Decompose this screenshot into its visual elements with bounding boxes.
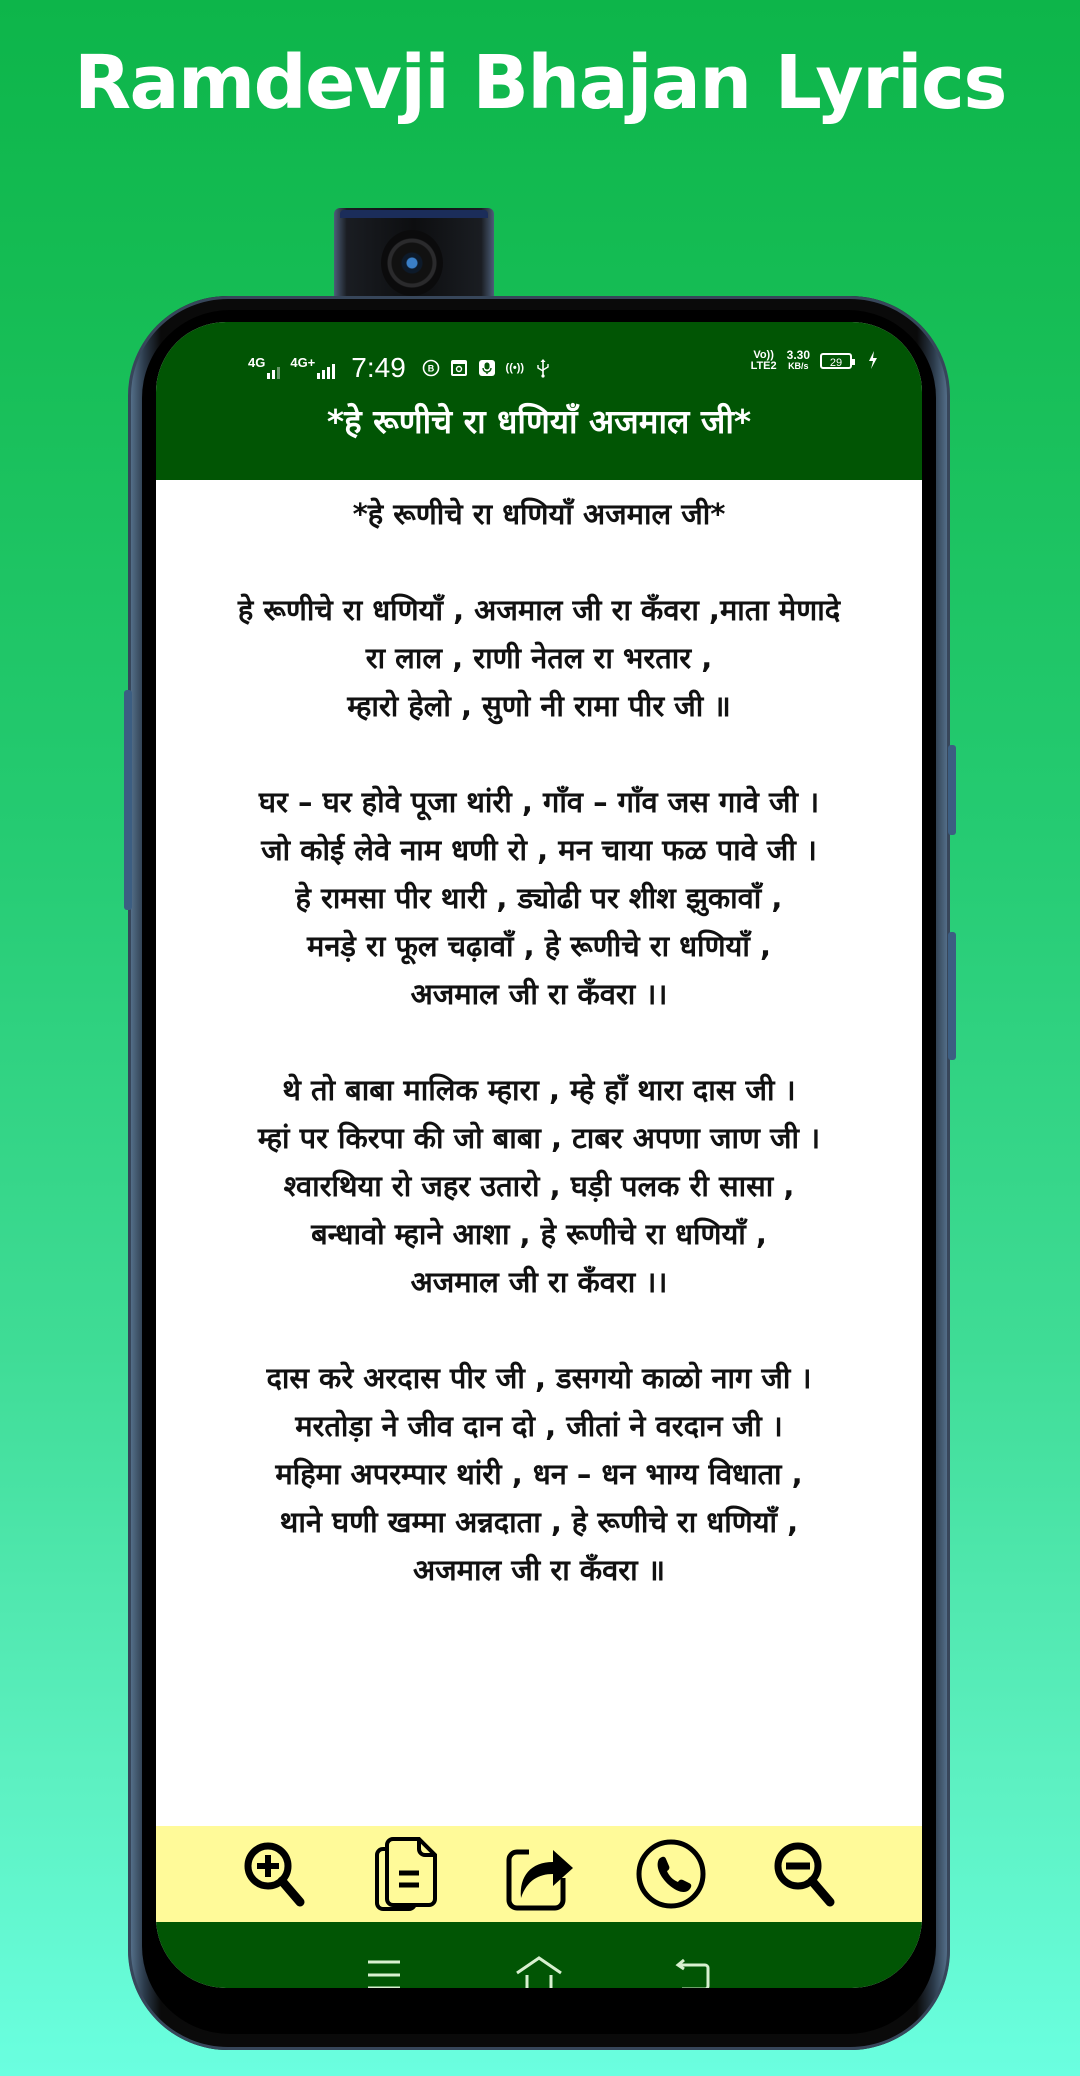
stanza [160, 778, 918, 1018]
usb-icon [534, 359, 552, 377]
whatsapp-share-button[interactable] [631, 1834, 711, 1914]
menu-icon [364, 1958, 404, 1988]
zoom-out-icon [768, 1838, 840, 1910]
lyric-line: दास करे अरदास पीर जी , डसगयो काळो नाग जी । [266, 1361, 812, 1395]
back-icon [674, 1956, 714, 1988]
app-bar [156, 382, 922, 480]
app-screen [156, 322, 922, 1988]
system-nav-bar [156, 1922, 922, 1988]
lyric-line: थाने घणी खम्मा अन्नदाता , हे रूणीचे रा धणियाँ , [279, 1505, 799, 1539]
lyrics-heading-block [160, 490, 918, 538]
lyric-line: जो कोई लेवे नाम धणी रो , मन चाया फळ पावे जी । [261, 833, 817, 867]
instagram-icon [450, 359, 468, 377]
stanza [160, 586, 918, 730]
lyric-line: मरतोड़ा ने जीव दान दो , जीतां ने वरदान जी । [295, 1409, 783, 1443]
phone-side-button [948, 745, 956, 835]
signal-icon: 4G [248, 357, 280, 379]
phone-side-button [948, 932, 956, 1060]
charging-icon [868, 351, 878, 372]
lyric-line: अजमाल जी रा कँवरा ।। [410, 1265, 668, 1299]
network-speed: 3.30 KB/s [786, 348, 810, 371]
stanza [160, 1066, 918, 1306]
back-button[interactable] [664, 1950, 724, 1988]
lyric-line: महिमा अपरम्पार थांरी , धन – धन भाग्य विधाता , [275, 1457, 803, 1491]
lyric-line: हे रामसा पीर थारी , ड्योढी पर शीश झुकावाँ , [295, 881, 783, 915]
lyric-line: म्हां पर किरपा की जो बाबा , टाबर अपणा जाण जी । [257, 1121, 821, 1155]
lyric-line: बन्धावो म्हाने आशा , हे रूणीचे रा धणियाँ , [311, 1217, 767, 1251]
lyric-line: अजमाल जी रा कँवरा ।। [410, 977, 668, 1011]
stanza [160, 1354, 918, 1594]
zoom-in-icon [238, 1838, 310, 1910]
bottom-toolbar [156, 1826, 922, 1922]
lyric-line: थे तो बाबा मालिक म्हारा , म्हे हाँ थारा दास जी । [282, 1073, 796, 1107]
lyric-line: रा लाल , राणी नेतल रा भरतार , [365, 641, 713, 675]
home-icon [513, 1955, 565, 1988]
promo-title: Ramdevji Bhajan Lyrics [74, 40, 1006, 126]
status-bar [156, 322, 922, 382]
share-button[interactable] [499, 1834, 579, 1914]
lyric-line: श्वारथिया रो जहर उतारो , घड़ी पलक री सासा , [283, 1169, 795, 1203]
lyric-line: म्हारो हेलो , सुणो नी रामा पीर जी ॥ [347, 689, 731, 723]
lyrics-content [156, 480, 922, 1826]
lyrics-heading: *हे रूणीचे रा धणियाँ अजमाल जी* [352, 497, 726, 531]
camera-lens-icon [381, 230, 443, 296]
battery-icon: 29 [820, 353, 852, 369]
popup-camera [334, 208, 494, 298]
lyric-line: मनड़े रा फूल चढ़ावाँ , हे रूणीचे रा धणियाँ , [307, 929, 771, 963]
zoom-in-button[interactable] [234, 1834, 314, 1914]
home-button[interactable] [509, 1950, 569, 1988]
copy-icon [371, 1835, 443, 1913]
page-title: *हे रूणीचे रा धणियाँ अजमाल जी* [326, 401, 752, 441]
whatsapp-business-icon [422, 359, 440, 377]
phone-side-button [124, 690, 132, 910]
share-icon [501, 1836, 577, 1912]
whatsapp-icon [634, 1837, 708, 1911]
menu-button[interactable] [354, 1950, 414, 1988]
volte-indicator: Vo)) LTE2 [750, 349, 777, 372]
hotspot-icon: ((•)) [505, 362, 525, 374]
svg-text:B: B [427, 363, 435, 374]
lyric-line: हे रूणीचे रा धणियाँ , अजमाल जी रा कँवरा ,माता मेणादे [237, 593, 841, 627]
zoom-out-button[interactable] [764, 1834, 844, 1914]
lyric-line: घर – घर होवे पूजा थांरी , गाँव – गाँव जस गावे जी । [258, 785, 820, 819]
signal-icon: 4G+ [290, 357, 335, 379]
clock: 7:49 [351, 352, 406, 383]
microphone-icon [478, 359, 496, 377]
copy-button[interactable] [367, 1834, 447, 1914]
lyric-line: अजमाल जी रा कँवरा ॥ [412, 1553, 666, 1587]
